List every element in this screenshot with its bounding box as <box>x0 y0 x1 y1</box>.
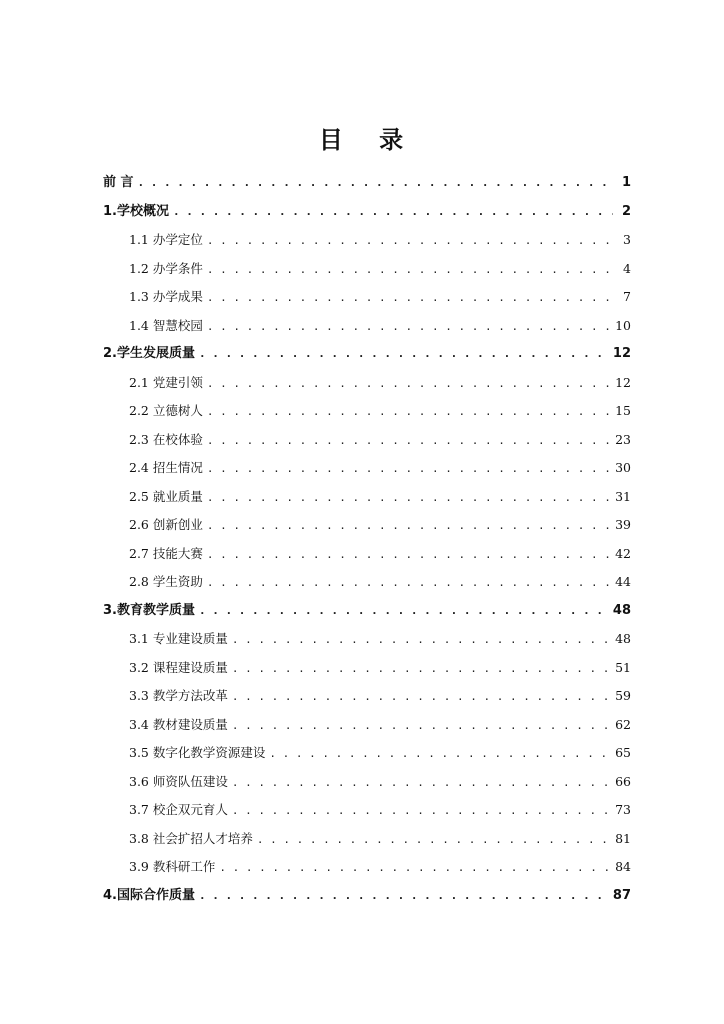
toc-section-entry[interactable] <box>103 625 631 654</box>
toc-page-number: 87 <box>612 887 631 903</box>
toc-dot-leader <box>257 826 611 855</box>
toc-page-number: 66 <box>615 773 631 789</box>
toc-page-number: 3 <box>623 232 631 247</box>
toc-section-entry[interactable] <box>103 226 631 255</box>
toc-dot-leader <box>199 340 609 369</box>
toc-section-entry[interactable] <box>103 283 631 312</box>
toc-dot-leader <box>207 398 611 427</box>
toc-dot-leader <box>199 597 609 626</box>
toc-section-entry[interactable] <box>103 768 631 797</box>
toc-entry-label: 1.1 办学定位 <box>129 232 203 247</box>
toc-dot-leader <box>232 626 611 655</box>
toc-page-number: 48 <box>615 631 631 646</box>
toc-chapter-entry[interactable] <box>103 198 631 227</box>
toc-entry-label: 3.9 教科研工作 <box>129 859 216 874</box>
toc-section-entry[interactable] <box>103 654 631 683</box>
toc-dot-leader <box>207 484 611 513</box>
toc-dot-leader <box>207 541 611 570</box>
toc-section-entry[interactable] <box>103 511 631 540</box>
toc-dot-leader <box>207 227 613 256</box>
toc-dot-leader <box>138 169 613 198</box>
table-of-contents <box>103 169 631 910</box>
toc-page-number: 4 <box>623 260 631 276</box>
toc-entry-label: 3.8 社会扩招人才培养 <box>129 830 253 846</box>
toc-title: 目 录 <box>318 126 418 154</box>
toc-page-number: 30 <box>615 460 631 475</box>
toc-entry-label: 3.5 数字化教学资源建设 <box>129 745 266 760</box>
toc-page-number: 44 <box>615 574 631 589</box>
toc-dot-leader <box>199 882 609 911</box>
toc-chapter-entry[interactable] <box>103 340 631 369</box>
toc-page-number: 62 <box>615 716 631 732</box>
toc-dot-leader <box>207 512 611 541</box>
toc-dot-leader <box>232 712 611 741</box>
toc-page-number: 12 <box>612 346 631 361</box>
toc-entry-label: 1.学校概况 <box>103 203 169 219</box>
toc-entry-label: 2.2 立德树人 <box>129 403 203 418</box>
toc-entry-label: 1.3 办学成果 <box>129 289 203 304</box>
toc-dot-leader <box>207 256 613 285</box>
toc-section-entry[interactable] <box>103 796 631 825</box>
toc-page-number: 51 <box>615 659 631 675</box>
toc-entry-label: 3.7 校企双元育人 <box>129 802 228 817</box>
toc-entry-label: 2.7 技能大赛 <box>129 545 203 561</box>
toc-page-number: 31 <box>615 488 631 504</box>
toc-page-number: 73 <box>615 802 631 817</box>
toc-section-entry[interactable] <box>103 568 631 597</box>
toc-entry-label: 3.2 课程建设质量 <box>129 659 228 675</box>
toc-entry-label: 2.5 就业质量 <box>129 488 203 504</box>
toc-dot-leader <box>219 854 611 883</box>
toc-section-entry[interactable] <box>103 853 631 882</box>
toc-entry-label: 4.国际合作质量 <box>103 887 195 903</box>
toc-dot-leader <box>207 313 611 342</box>
toc-section-entry[interactable] <box>103 483 631 512</box>
toc-page-number: 7 <box>623 289 631 304</box>
toc-entry-label: 2.6 创新创业 <box>129 517 203 532</box>
toc-dot-leader <box>207 569 611 598</box>
toc-entry-label: 2.3 在校体验 <box>129 431 203 447</box>
toc-chapter-entry[interactable] <box>103 169 631 198</box>
toc-page-number: 84 <box>615 859 631 874</box>
toc-page-number: 39 <box>615 517 631 532</box>
toc-section-entry[interactable] <box>103 454 631 483</box>
toc-entry-label: 3.3 教学方法改革 <box>129 688 228 703</box>
toc-entry-label: 3.4 教材建设质量 <box>129 716 228 732</box>
toc-page-number: 48 <box>612 602 631 618</box>
toc-section-entry[interactable] <box>103 426 631 455</box>
toc-section-entry[interactable] <box>103 711 631 740</box>
toc-entry-label: 前 言 <box>103 175 134 190</box>
toc-dot-leader <box>232 655 611 684</box>
toc-page-number: 65 <box>615 745 631 760</box>
toc-page-number: 15 <box>615 403 631 418</box>
toc-entry-label: 3.6 师资队伍建设 <box>129 773 228 789</box>
toc-entry-label: 1.4 智慧校园 <box>129 317 203 333</box>
toc-dot-leader <box>173 198 613 227</box>
toc-page-number: 59 <box>615 688 631 703</box>
toc-section-entry[interactable] <box>103 540 631 569</box>
toc-dot-leader <box>207 284 613 313</box>
toc-entry-label: 3.教育教学质量 <box>103 602 195 618</box>
toc-dot-leader <box>207 370 611 399</box>
toc-section-entry[interactable] <box>103 312 631 341</box>
toc-entry-label: 2.4 招生情况 <box>129 460 203 475</box>
toc-page-number: 42 <box>615 545 631 561</box>
toc-dot-leader <box>232 769 611 798</box>
toc-page-number: 2 <box>621 203 631 219</box>
toc-entry-label: 2.学生发展质量 <box>103 346 195 361</box>
toc-dot-leader <box>269 740 611 769</box>
toc-section-entry[interactable] <box>103 682 631 711</box>
toc-section-entry[interactable] <box>103 255 631 284</box>
toc-chapter-entry[interactable] <box>103 597 631 626</box>
toc-page-number: 12 <box>615 374 631 390</box>
toc-page-number: 1 <box>621 175 631 190</box>
toc-entry-label: 2.1 党建引领 <box>129 374 203 390</box>
toc-section-entry[interactable] <box>103 739 631 768</box>
toc-entry-label: 2.8 学生资助 <box>129 574 203 589</box>
toc-dot-leader <box>232 683 611 712</box>
toc-entry-label: 3.1 专业建设质量 <box>129 631 228 646</box>
toc-dot-leader <box>232 797 611 826</box>
toc-dot-leader <box>207 427 611 456</box>
toc-chapter-entry[interactable] <box>103 882 631 911</box>
toc-dot-leader <box>207 455 611 484</box>
toc-section-entry[interactable] <box>103 397 631 426</box>
toc-page-number: 81 <box>615 830 631 846</box>
toc-section-entry[interactable] <box>103 825 631 854</box>
toc-page-number: 10 <box>615 317 631 333</box>
toc-page-number: 23 <box>615 431 631 447</box>
toc-entry-label: 1.2 办学条件 <box>129 260 203 276</box>
toc-section-entry[interactable] <box>103 369 631 398</box>
